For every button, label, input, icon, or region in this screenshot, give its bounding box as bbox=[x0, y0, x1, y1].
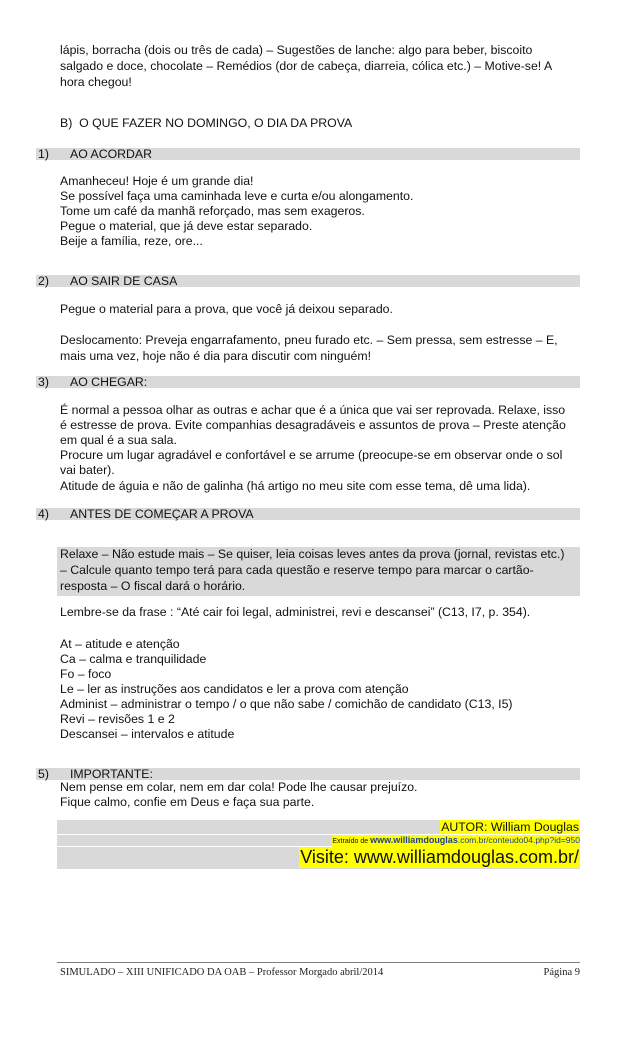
section-header bbox=[36, 148, 580, 160]
text-line: em qual é a sua sala. bbox=[60, 433, 177, 447]
section-number: 2) bbox=[38, 274, 49, 288]
intro-line: hora chegou! bbox=[60, 75, 132, 89]
highlight-line: resposta – O fiscal dará o horário. bbox=[60, 579, 246, 593]
source-path: .com.br/conteudo04.php?id=950 bbox=[457, 835, 580, 845]
text-line: Fique calmo, confie em Deus e faça sua parte. bbox=[60, 795, 315, 809]
highlight-line: – Calcule quanto tempo terá para cada questão e reserve tempo para marcar o cartão- bbox=[60, 563, 534, 577]
section-title: AO SAIR DE CASA bbox=[70, 274, 178, 288]
section-header bbox=[36, 376, 580, 388]
author-credit: AUTOR: William Douglas bbox=[441, 820, 579, 834]
text-line: é estresse de prova. Evite companhias desagradáveis e assuntos de prova – Preste atenção bbox=[60, 418, 566, 432]
text-line: Beije a família, reze, ore... bbox=[60, 234, 203, 248]
text-line: Deslocamento: Preveja engarrafamento, pneu furado etc. – Sem pressa, sem estresse – E, bbox=[60, 333, 558, 347]
section-title: IMPORTANTE: bbox=[70, 767, 153, 781]
section-number: 4) bbox=[38, 507, 49, 521]
section-number: 5) bbox=[38, 767, 49, 781]
text-line: Pegue o material para a prova, que você já deixou separado. bbox=[60, 302, 393, 316]
source-site: www.williamdouglas bbox=[370, 835, 458, 845]
source-link[interactable] bbox=[332, 835, 580, 847]
section-header bbox=[36, 275, 580, 287]
text-line: Nem pense em colar, nem em dar cola! Pode lhe causar prejuízo. bbox=[60, 780, 418, 794]
mnemonic-line: Ca – calma e tranquilidade bbox=[60, 652, 207, 666]
footer-divider bbox=[57, 962, 580, 963]
footer-left: SIMULADO – XIII UNIFICADO DA OAB – Professor Morgado abril/2014 bbox=[60, 967, 384, 978]
mnemonic-line: Administ – administrar o tempo / o que não sabe / comichão de candidato (C13, I5) bbox=[60, 697, 513, 711]
section-title: AO CHEGAR: bbox=[70, 375, 148, 389]
section-header bbox=[36, 768, 580, 780]
page-number: Página 9 bbox=[543, 967, 580, 978]
text-line: Pegue o material, que já deve estar separado. bbox=[60, 219, 313, 233]
text-line: Amanheceu! Hoje é um grande dia! bbox=[60, 174, 254, 188]
text-line: Tome um café da manhã reforçado, mas sem exageros. bbox=[60, 204, 365, 218]
mnemonic-line: Le – ler as instruções aos candidatos e ler a prova com atenção bbox=[60, 682, 409, 696]
text-line: Lembre-se da frase : “Até cair foi legal, administrei, revi e descansei” (C13, I7, p. 354). bbox=[60, 605, 531, 619]
source-prefix: Extraído de bbox=[332, 838, 369, 845]
section-number: 3) bbox=[38, 375, 49, 389]
intro-line: salgado e doce, chocolate – Remédios (dor de cabeça, diarreia, cólica etc.) – Motive-se! A bbox=[60, 59, 553, 73]
text-line: mais uma vez, hoje não é dia para discutir com ninguém! bbox=[60, 349, 371, 363]
text-line: vai bater). bbox=[60, 463, 115, 477]
text-line: É normal a pessoa olhar as outras e achar que é a única que vai ser reprovada. Relaxe, isso bbox=[60, 403, 566, 417]
intro-line: lápis, borracha (dois ou três de cada) – Sugestões de lanche: algo para beber, biscoito bbox=[60, 43, 533, 57]
mnemonic-line: Fo – foco bbox=[60, 667, 112, 681]
mnemonic-line: At – atitude e atenção bbox=[60, 637, 180, 651]
section-title: AO ACORDAR bbox=[70, 147, 152, 161]
highlight-line: Relaxe – Não estude mais – Se quiser, leia coisas leves antes da prova (jornal, revistas etc.) bbox=[60, 547, 565, 561]
mnemonic-line: Descansei – intervalos e atitude bbox=[60, 727, 235, 741]
text-line: Procure um lugar agradável e confortável e se arrume (preocupe-se em observar onde o sol bbox=[60, 448, 563, 462]
section-title: ANTES DE COMEÇAR A PROVA bbox=[70, 507, 254, 521]
section-header bbox=[36, 508, 580, 520]
text-line: Se possível faça uma caminhada leve e curta e/ou alongamento. bbox=[60, 189, 414, 203]
text-line: Atitude de águia e não de galinha (há artigo no meu site com esse tema, dê uma lida). bbox=[60, 479, 531, 493]
section-b-heading: B) O QUE FAZER NO DOMINGO, O DIA DA PROVA bbox=[60, 116, 353, 130]
section-number: 1) bbox=[38, 147, 49, 161]
visit-site-link[interactable]: Visite: www.williamdouglas.com.br/ bbox=[300, 847, 579, 867]
mnemonic-line: Revi – revisões 1 e 2 bbox=[60, 712, 175, 726]
